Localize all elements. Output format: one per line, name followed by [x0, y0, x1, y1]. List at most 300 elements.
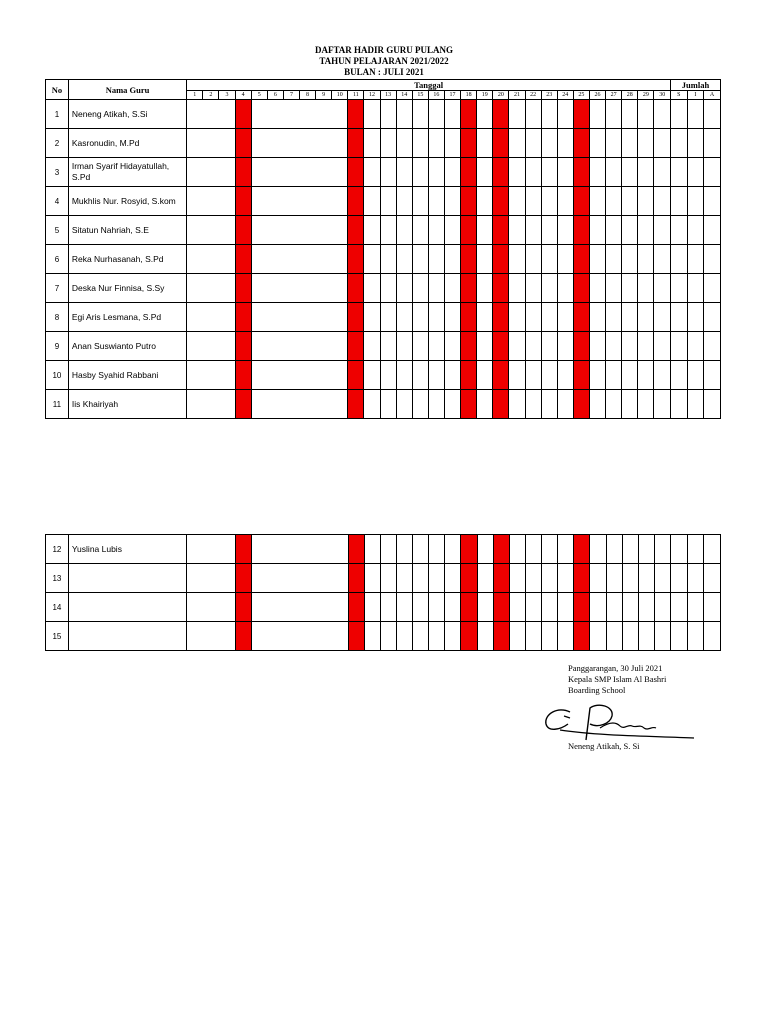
sum-cell [670, 332, 687, 361]
holiday-cell [461, 593, 477, 622]
row-number: 1 [46, 100, 69, 129]
attendance-cell [316, 390, 332, 419]
holiday-cell [235, 332, 251, 361]
sum-cell [704, 622, 721, 651]
row-number: 6 [46, 245, 69, 274]
attendance-cell [606, 274, 622, 303]
attendance-cell [300, 245, 316, 274]
attendance-cell [541, 100, 557, 129]
row-number: 4 [46, 187, 69, 216]
holiday-cell [493, 390, 509, 419]
header-name: Nama Guru [68, 80, 186, 100]
sum-cell [671, 535, 688, 564]
attendance-cell [412, 216, 428, 245]
date-header-cell: 8 [300, 91, 316, 100]
date-header-cell: 11 [348, 91, 364, 100]
holiday-cell [348, 564, 364, 593]
attendance-cell [542, 535, 558, 564]
attendance-cell [428, 100, 444, 129]
sum-cell [704, 158, 721, 187]
attendance-cell [590, 564, 606, 593]
attendance-cell [509, 622, 525, 651]
date-header-cell: 13 [380, 91, 396, 100]
holiday-cell [573, 129, 589, 158]
attendance-cell [557, 274, 573, 303]
teacher-row [46, 332, 721, 361]
attendance-cell [428, 303, 444, 332]
handwritten-signature [540, 700, 700, 742]
attendance-cell [364, 100, 380, 129]
date-header-cell: 6 [267, 91, 283, 100]
teacher-name: Anan Suswianto Putro [68, 332, 186, 361]
attendance-cell [251, 390, 267, 419]
holiday-cell [348, 593, 364, 622]
attendance-cell [590, 593, 606, 622]
attendance-cell [396, 216, 412, 245]
sum-cell [704, 129, 721, 158]
attendance-cell [541, 390, 557, 419]
attendance-cell [300, 361, 316, 390]
attendance-cell [606, 361, 622, 390]
holiday-cell [235, 303, 251, 332]
attendance-cell [396, 245, 412, 274]
teacher-row [46, 245, 721, 274]
attendance-cell [267, 100, 283, 129]
attendance-cell [589, 129, 605, 158]
attendance-cell [541, 216, 557, 245]
teacher-name: Mukhlis Nur. Rosyid, S.kom [68, 187, 186, 216]
holiday-cell [573, 158, 589, 187]
attendance-cell [638, 622, 654, 651]
attendance-cell [509, 535, 525, 564]
attendance-cell [364, 390, 380, 419]
attendance-cell [557, 245, 573, 274]
attendance-cell [477, 361, 493, 390]
attendance-cell [332, 129, 348, 158]
attendance-cell [428, 216, 444, 245]
attendance-cell [525, 622, 541, 651]
attendance-cell [251, 245, 267, 274]
attendance-cell [364, 535, 380, 564]
attendance-cell [380, 274, 396, 303]
attendance-cell [654, 158, 671, 187]
attendance-cell [638, 303, 654, 332]
attendance-cell [203, 100, 219, 129]
sum-cell [687, 564, 704, 593]
attendance-cell [380, 390, 396, 419]
sum-cell [687, 593, 704, 622]
attendance-cell [300, 593, 316, 622]
attendance-cell [412, 187, 428, 216]
attendance-cell [203, 390, 219, 419]
doc-title: DAFTAR HADIR GURU PULANG [314, 45, 454, 55]
attendance-cell [622, 100, 638, 129]
attendance-cell [364, 187, 380, 216]
attendance-cell [219, 332, 235, 361]
attendance-cell [541, 361, 557, 390]
attendance-cell [187, 390, 203, 419]
holiday-cell [348, 100, 364, 129]
attendance-cell [380, 245, 396, 274]
date-header-cell: 30 [654, 91, 671, 100]
attendance-cell [542, 593, 558, 622]
attendance-cell [332, 593, 348, 622]
attendance-cell [412, 100, 428, 129]
attendance-cell [300, 535, 316, 564]
sum-header-cell: I [687, 91, 704, 100]
attendance-cell [509, 216, 525, 245]
sum-cell [687, 274, 704, 303]
attendance-cell [364, 129, 380, 158]
holiday-cell [235, 390, 251, 419]
attendance-cell [284, 622, 300, 651]
sum-cell [670, 158, 687, 187]
attendance-cell [445, 622, 461, 651]
sum-cell [671, 564, 688, 593]
attendance-cell [267, 245, 283, 274]
attendance-cell [557, 332, 573, 361]
attendance-cell [622, 129, 638, 158]
attendance-cell [267, 129, 283, 158]
date-header-cell: 14 [396, 91, 412, 100]
attendance-cell [300, 158, 316, 187]
attendance-cell [283, 361, 299, 390]
attendance-cell [203, 245, 219, 274]
attendance-cell [251, 187, 267, 216]
holiday-cell [348, 158, 364, 187]
attendance-cell [445, 535, 461, 564]
row-number: 12 [46, 535, 69, 564]
attendance-cell [187, 158, 203, 187]
attendance-cell [606, 303, 622, 332]
holiday-cell [348, 245, 364, 274]
header-sum: Jumlah [670, 80, 720, 91]
attendance-cell [558, 622, 574, 651]
attendance-cell [477, 564, 493, 593]
attendance-cell [203, 332, 219, 361]
attendance-cell [380, 303, 396, 332]
holiday-cell [461, 245, 477, 274]
attendance-cell [396, 303, 412, 332]
attendance-cell [429, 564, 445, 593]
attendance-cell [396, 274, 412, 303]
attendance-table-main [45, 79, 721, 419]
attendance-cell [300, 564, 316, 593]
attendance-cell [283, 332, 299, 361]
attendance-cell [606, 216, 622, 245]
holiday-cell [493, 100, 509, 129]
attendance-cell [332, 274, 348, 303]
attendance-cell [541, 245, 557, 274]
attendance-cell [380, 216, 396, 245]
attendance-cell [332, 622, 348, 651]
attendance-cell [187, 593, 203, 622]
attendance-cell [332, 535, 348, 564]
holiday-cell [573, 361, 589, 390]
attendance-cell [251, 622, 267, 651]
sum-cell [687, 303, 704, 332]
sum-cell [670, 361, 687, 390]
attendance-cell [638, 332, 654, 361]
attendance-table-continued [45, 534, 721, 651]
sum-cell [704, 187, 721, 216]
attendance-cell [477, 158, 493, 187]
attendance-cell [283, 129, 299, 158]
attendance-cell [203, 129, 219, 158]
date-header-cell: 7 [283, 91, 299, 100]
attendance-cell [557, 158, 573, 187]
signature-place-date: Panggarangan, 30 Juli 2021 [568, 663, 663, 673]
date-header-cell: 27 [606, 91, 622, 100]
attendance-cell [283, 274, 299, 303]
attendance-cell [638, 158, 654, 187]
attendance-cell [606, 187, 622, 216]
sum-cell [704, 390, 721, 419]
attendance-cell [606, 535, 622, 564]
holiday-cell [461, 390, 477, 419]
date-header-cell: 28 [622, 91, 638, 100]
attendance-cell [525, 187, 541, 216]
sum-header-cell: A [704, 91, 721, 100]
sum-cell [687, 622, 704, 651]
attendance-cell [316, 187, 332, 216]
attendance-cell [444, 187, 460, 216]
attendance-cell [509, 593, 525, 622]
attendance-cell [364, 361, 380, 390]
attendance-cell [396, 535, 412, 564]
attendance-cell [316, 622, 332, 651]
attendance-cell [219, 564, 235, 593]
attendance-cell [219, 245, 235, 274]
row-number: 7 [46, 274, 69, 303]
date-header-cell: 5 [251, 91, 267, 100]
holiday-cell [461, 361, 477, 390]
date-header-cell: 2 [203, 91, 219, 100]
teacher-row [46, 187, 721, 216]
date-header-cell: 21 [509, 91, 525, 100]
attendance-cell [444, 390, 460, 419]
attendance-cell [316, 274, 332, 303]
holiday-cell [573, 216, 589, 245]
holiday-cell [461, 303, 477, 332]
attendance-cell [622, 245, 638, 274]
attendance-cell [283, 100, 299, 129]
attendance-cell [638, 593, 654, 622]
attendance-cell [477, 274, 493, 303]
attendance-cell [364, 158, 380, 187]
holiday-cell [235, 187, 251, 216]
attendance-cell [332, 303, 348, 332]
attendance-cell [525, 245, 541, 274]
holiday-cell [493, 332, 509, 361]
attendance-cell [251, 274, 267, 303]
attendance-cell [557, 100, 573, 129]
attendance-cell [525, 332, 541, 361]
holiday-cell [573, 274, 589, 303]
attendance-cell [477, 622, 493, 651]
holiday-cell [573, 332, 589, 361]
holiday-cell [493, 274, 509, 303]
attendance-cell [251, 129, 267, 158]
attendance-cell [428, 245, 444, 274]
teacher-row [46, 535, 721, 564]
sum-cell [670, 390, 687, 419]
date-header-cell: 10 [332, 91, 348, 100]
sum-cell [687, 535, 704, 564]
holiday-cell [574, 535, 590, 564]
attendance-cell [444, 303, 460, 332]
attendance-cell [428, 158, 444, 187]
attendance-cell [251, 361, 267, 390]
attendance-cell [396, 361, 412, 390]
teacher-row [46, 216, 721, 245]
attendance-cell [267, 593, 283, 622]
attendance-cell [396, 100, 412, 129]
attendance-cell [444, 129, 460, 158]
attendance-cell [590, 535, 606, 564]
attendance-cell [364, 303, 380, 332]
attendance-cell [429, 535, 445, 564]
attendance-cell [557, 390, 573, 419]
attendance-cell [541, 187, 557, 216]
signer-name: Neneng Atikah, S. Si [568, 741, 640, 751]
attendance-cell [412, 158, 428, 187]
holiday-cell [461, 535, 477, 564]
attendance-cell [267, 622, 283, 651]
attendance-cell [316, 593, 332, 622]
holiday-cell [235, 158, 251, 187]
holiday-cell [493, 535, 509, 564]
attendance-cell [606, 129, 622, 158]
header-no: No [46, 80, 69, 100]
attendance-cell [412, 303, 428, 332]
attendance-cell [316, 129, 332, 158]
attendance-cell [187, 187, 203, 216]
attendance-cell [283, 158, 299, 187]
attendance-cell [267, 332, 283, 361]
date-header-cell: 17 [444, 91, 460, 100]
attendance-cell [525, 361, 541, 390]
attendance-cell [509, 245, 525, 274]
attendance-cell [525, 564, 541, 593]
attendance-cell [267, 216, 283, 245]
attendance-cell [525, 216, 541, 245]
holiday-cell [348, 274, 364, 303]
sum-cell [670, 245, 687, 274]
teacher-name: Irman Syarif Hidayatullah, S.Pd [68, 158, 186, 187]
sum-cell [670, 129, 687, 158]
holiday-cell [348, 332, 364, 361]
teacher-row [46, 274, 721, 303]
attendance-cell [203, 274, 219, 303]
header-dates: Tanggal [187, 80, 671, 91]
attendance-cell [654, 361, 671, 390]
attendance-cell [589, 274, 605, 303]
attendance-cell [525, 129, 541, 158]
attendance-cell [267, 564, 283, 593]
teacher-name: Neneng Atikah, S.Si [68, 100, 186, 129]
attendance-cell [525, 303, 541, 332]
attendance-cell [477, 187, 493, 216]
teacher-name: Hasby Syahid Rabbani [68, 361, 186, 390]
attendance-cell [638, 216, 654, 245]
attendance-cell [380, 361, 396, 390]
attendance-cell [654, 187, 671, 216]
teacher-row [46, 100, 721, 129]
attendance-cell [622, 187, 638, 216]
holiday-cell [493, 564, 509, 593]
attendance-cell [412, 361, 428, 390]
attendance-cell [622, 564, 638, 593]
attendance-cell [300, 303, 316, 332]
holiday-cell [461, 622, 477, 651]
attendance-cell [251, 158, 267, 187]
attendance-cell [541, 129, 557, 158]
row-number: 10 [46, 361, 69, 390]
attendance-cell [300, 274, 316, 303]
attendance-cell [444, 100, 460, 129]
attendance-cell [558, 593, 574, 622]
row-number: 5 [46, 216, 69, 245]
attendance-cell [332, 390, 348, 419]
attendance-cell [219, 129, 235, 158]
teacher-name [68, 622, 186, 651]
teacher-row [46, 361, 721, 390]
teacher-name: Kasronudin, M.Pd [68, 129, 186, 158]
attendance-cell [477, 216, 493, 245]
holiday-cell [348, 390, 364, 419]
sum-cell [704, 303, 721, 332]
attendance-cell [412, 390, 428, 419]
attendance-cell [654, 535, 670, 564]
attendance-cell [219, 274, 235, 303]
attendance-cell [219, 535, 235, 564]
teacher-name: Reka Nurhasanah, S.Pd [68, 245, 186, 274]
attendance-cell [445, 593, 461, 622]
holiday-cell [348, 187, 364, 216]
row-number: 8 [46, 303, 69, 332]
date-header-cell: 4 [235, 91, 251, 100]
sum-cell [687, 187, 704, 216]
attendance-cell [509, 129, 525, 158]
holiday-cell [493, 593, 509, 622]
attendance-cell [589, 216, 605, 245]
date-header-cell: 23 [541, 91, 557, 100]
attendance-cell [316, 216, 332, 245]
sum-header-cell: S [670, 91, 687, 100]
attendance-cell [316, 361, 332, 390]
holiday-cell [461, 274, 477, 303]
sum-cell [687, 158, 704, 187]
attendance-cell [332, 332, 348, 361]
attendance-cell [525, 390, 541, 419]
attendance-cell [525, 535, 541, 564]
holiday-cell [574, 564, 590, 593]
holiday-cell [493, 303, 509, 332]
date-header-cell: 18 [461, 91, 477, 100]
attendance-cell [187, 332, 203, 361]
attendance-cell [187, 622, 203, 651]
attendance-cell [589, 332, 605, 361]
sum-cell [671, 622, 688, 651]
attendance-cell [622, 622, 638, 651]
attendance-cell [525, 593, 541, 622]
date-header-cell: 1 [187, 91, 203, 100]
attendance-cell [622, 361, 638, 390]
attendance-cell [380, 535, 396, 564]
attendance-cell [429, 622, 445, 651]
attendance-cell [203, 564, 219, 593]
